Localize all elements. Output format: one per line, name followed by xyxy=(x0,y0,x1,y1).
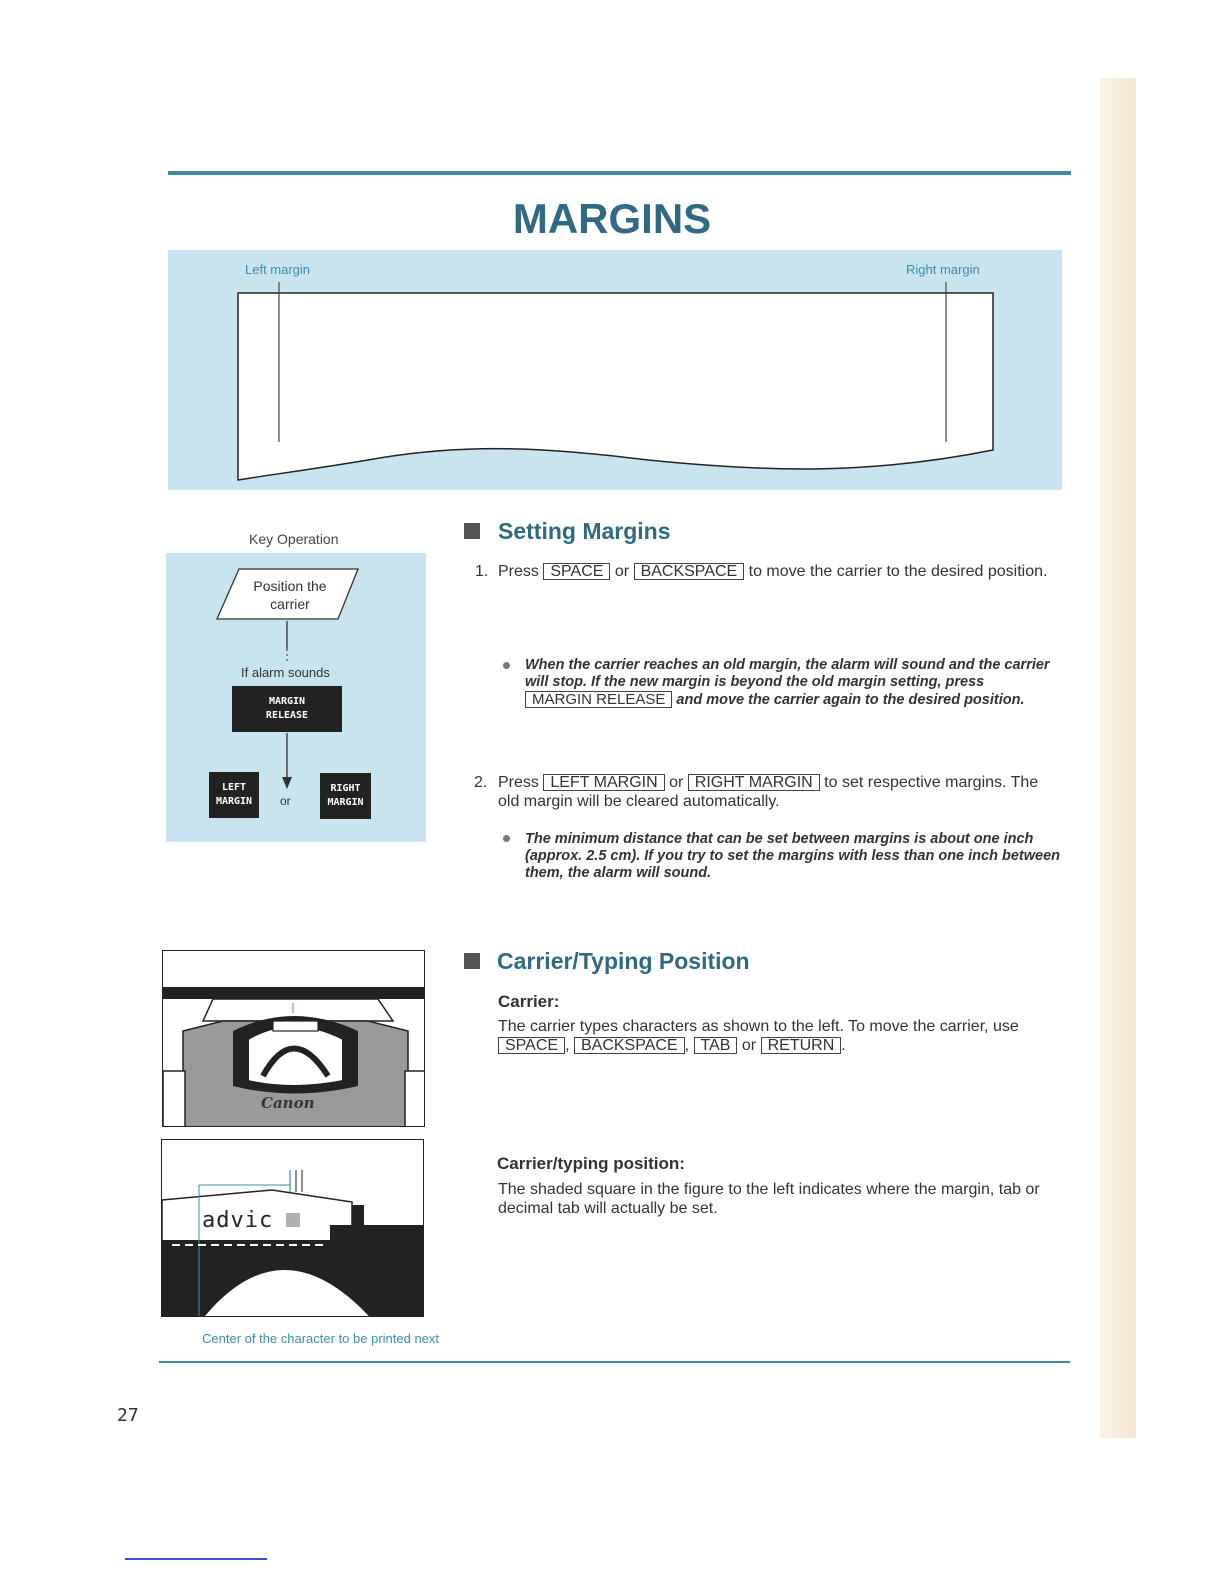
page-number: 27 xyxy=(117,1405,139,1426)
step1-number: 1. xyxy=(475,563,489,580)
step2-number: 2. xyxy=(474,774,488,791)
key-operation-caption: Key Operation xyxy=(249,531,339,547)
left-margin-key: LEFT MARGIN xyxy=(209,772,259,818)
carrier-typing-heading: Carrier/Typing Position xyxy=(497,948,750,974)
step2-mid: or xyxy=(669,774,684,791)
typing-position-text: The shaded square in the figure to the left indicates where the margin, tab or decimal tab will actually be set. xyxy=(498,1181,1040,1217)
carrier-text-pre: The carrier types characters as shown to the left. To move the carrier, use xyxy=(498,1018,1019,1035)
typed-text-sample: advic xyxy=(202,1208,274,1233)
space-key-2: SPACE xyxy=(498,1037,565,1054)
step2-pre: Press xyxy=(498,774,539,791)
backspace-key-2: BACKSPACE xyxy=(574,1037,685,1054)
separator-comma-2: , xyxy=(684,1037,690,1054)
margin-release-key: MARGIN RELEASE xyxy=(232,686,342,732)
carrier-text xyxy=(498,1017,1068,1055)
section-bullet-square xyxy=(464,523,480,539)
right-margin-inline-key: RIGHT MARGIN xyxy=(688,774,820,791)
typing-position-subheading: Carrier/typing position: xyxy=(497,1154,685,1173)
right-margin-label: Right margin xyxy=(906,262,980,277)
step1-text xyxy=(498,562,1073,581)
tab-key: TAB xyxy=(694,1037,738,1054)
note1-text xyxy=(525,657,1065,709)
margins-diagram xyxy=(168,250,1062,490)
typing-position-caption: Center of the character to be printed next xyxy=(202,1331,440,1346)
note1-pre: When the carrier reaches an old margin, the alarm will sound and the carrier will stop. If the new margin is beyond the old margin setting, press xyxy=(525,657,1050,690)
carrier-subheading: Carrier: xyxy=(498,992,560,1011)
page-edge-shadow xyxy=(1100,78,1136,1438)
note1-post: and move the carrier again to the desired position. xyxy=(676,692,1025,708)
step1-post: to move the carrier to the desired position. xyxy=(748,563,1048,580)
right-margin-key: RIGHT MARGIN xyxy=(320,773,371,819)
margin-release-inline-key: MARGIN RELEASE xyxy=(525,691,672,708)
note2-text: The minimum distance that can be set between margins is about one inch (approx. 2.5 cm). If you try to set the margins with less than one inch between them, the alarm will sound. xyxy=(525,831,1060,881)
separator-comma: , xyxy=(565,1037,570,1054)
typing-position-illustration xyxy=(161,1139,424,1317)
step1-mid: or xyxy=(614,563,630,580)
alarm-text: If alarm sounds xyxy=(241,665,330,680)
flow-step-text: Position the carrier xyxy=(253,578,327,612)
note2-bullet xyxy=(503,835,510,842)
sentence-end: . xyxy=(841,1037,846,1054)
setting-margins-heading: Setting Margins xyxy=(498,518,671,544)
step2-post: to set respective margins. The old margin will be cleared automatically. xyxy=(498,774,1039,810)
separator-or: or xyxy=(741,1037,757,1054)
or-text: or xyxy=(280,794,291,808)
canon-brand-logo: Canon xyxy=(261,1094,315,1112)
bottom-rule xyxy=(159,1361,1070,1363)
backspace-key: BACKSPACE xyxy=(634,563,745,580)
step2-text xyxy=(498,773,1058,811)
note1-bullet xyxy=(503,662,510,669)
space-key: SPACE xyxy=(543,563,610,580)
carrier-illustration xyxy=(162,950,425,1127)
page-title: MARGINS xyxy=(512,195,712,242)
section-bullet-square-2 xyxy=(464,953,480,969)
left-margin-label: Left margin xyxy=(245,262,311,277)
key-operation-panel xyxy=(166,553,426,842)
paper-illustration xyxy=(168,250,1062,490)
step1-pre: Press xyxy=(498,563,539,580)
return-key: RETURN xyxy=(761,1037,842,1054)
left-margin-inline-key: LEFT MARGIN xyxy=(543,774,664,791)
top-rule xyxy=(168,171,1071,175)
footer-rule xyxy=(125,1558,267,1560)
